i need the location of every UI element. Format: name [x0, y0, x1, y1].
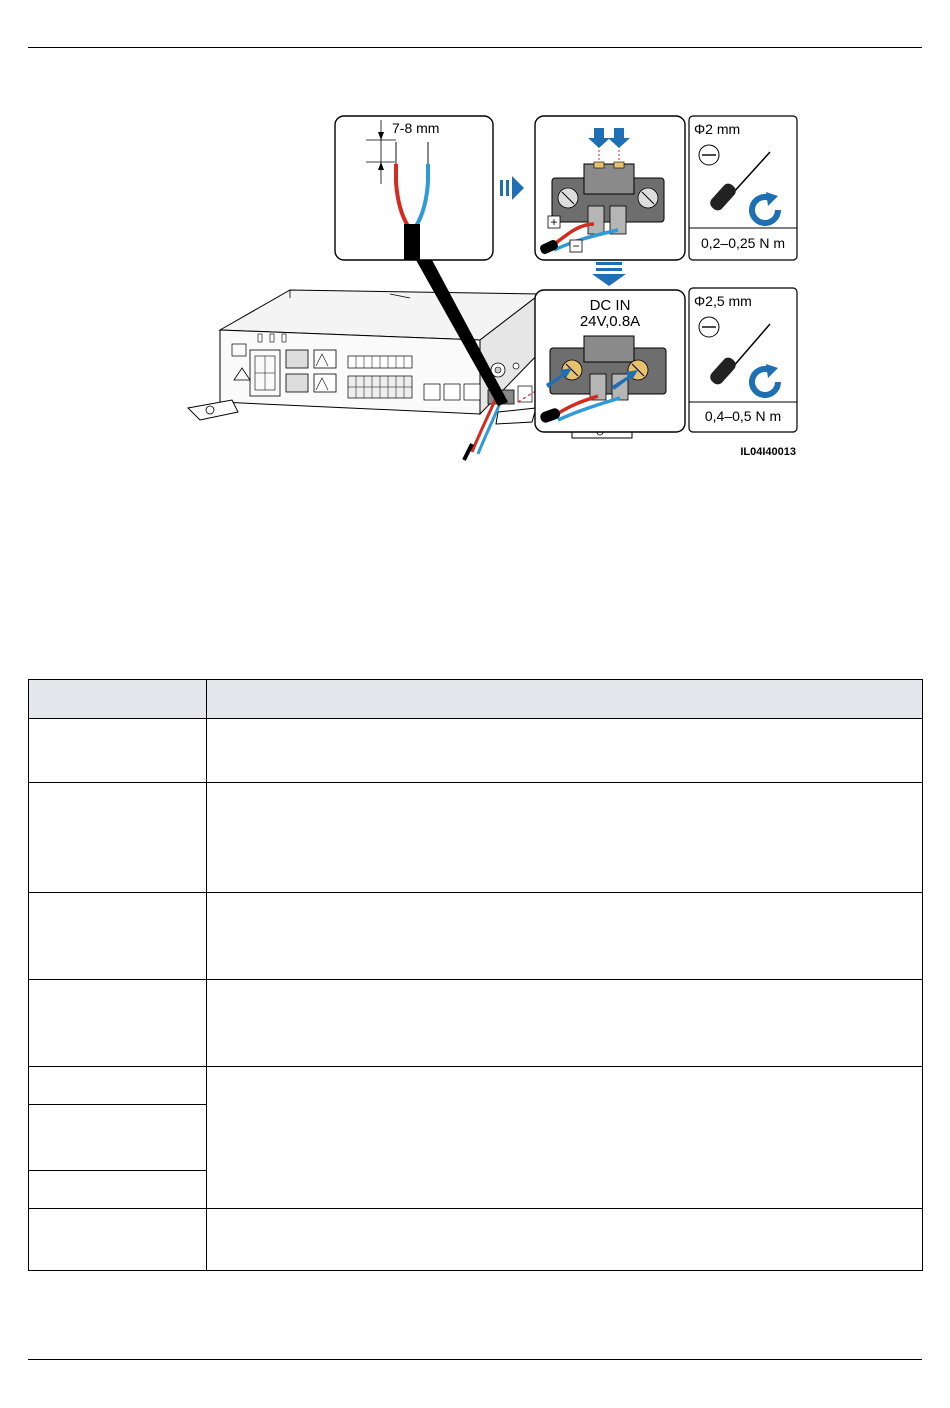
table-cell — [29, 783, 207, 893]
connector-insert-panel — [535, 116, 685, 260]
table-row — [29, 893, 923, 980]
tool-panel-bottom — [689, 288, 797, 432]
minus-sign: − — [572, 239, 580, 253]
spec-table — [28, 679, 923, 1271]
table-cell — [207, 719, 923, 783]
table-cell — [29, 893, 207, 980]
tool-bottom-torque: 0,4–0,5 N m — [704, 408, 782, 424]
table-cell — [207, 980, 923, 1067]
step-arrow-down — [592, 262, 626, 286]
dc-in-rating: 24V,0.8A — [579, 313, 641, 330]
table-header-cell — [207, 680, 923, 719]
table-cell — [29, 1171, 207, 1209]
dc-in-panel — [535, 290, 685, 432]
table-cell — [29, 980, 207, 1067]
figure-id: IL04I40013 — [740, 446, 796, 458]
header-rule — [28, 47, 922, 48]
table-row — [29, 1067, 923, 1105]
table-row — [29, 719, 923, 783]
table-cell — [207, 1209, 923, 1271]
wire-strip-panel — [335, 116, 493, 260]
table-cell — [29, 1067, 207, 1105]
tool-bottom-size: Φ2,5 mm — [694, 293, 752, 309]
table-row — [29, 980, 923, 1067]
table-cell — [29, 719, 207, 783]
table-cell — [207, 783, 923, 893]
table-cell — [29, 1105, 207, 1171]
table-cell — [207, 893, 923, 980]
dc-in-label: DC IN — [589, 297, 631, 314]
footer-rule — [28, 1359, 922, 1360]
tool-top-size: Φ2 mm — [694, 121, 741, 137]
table-header-row — [29, 680, 923, 719]
table-row — [29, 1209, 923, 1271]
plus-sign: + — [550, 215, 558, 229]
tool-panel-top — [689, 116, 797, 260]
step-arrow-right — [500, 176, 524, 200]
table-row — [29, 783, 923, 893]
table-cell-merged — [207, 1067, 923, 1209]
tool-top-torque: 0,2–0,25 N m — [700, 235, 786, 251]
table-cell — [29, 1209, 207, 1271]
table-header-cell — [29, 680, 207, 719]
strip-length-label: 7-8 mm — [392, 120, 440, 136]
dc-power-wiring-figure — [180, 112, 800, 462]
